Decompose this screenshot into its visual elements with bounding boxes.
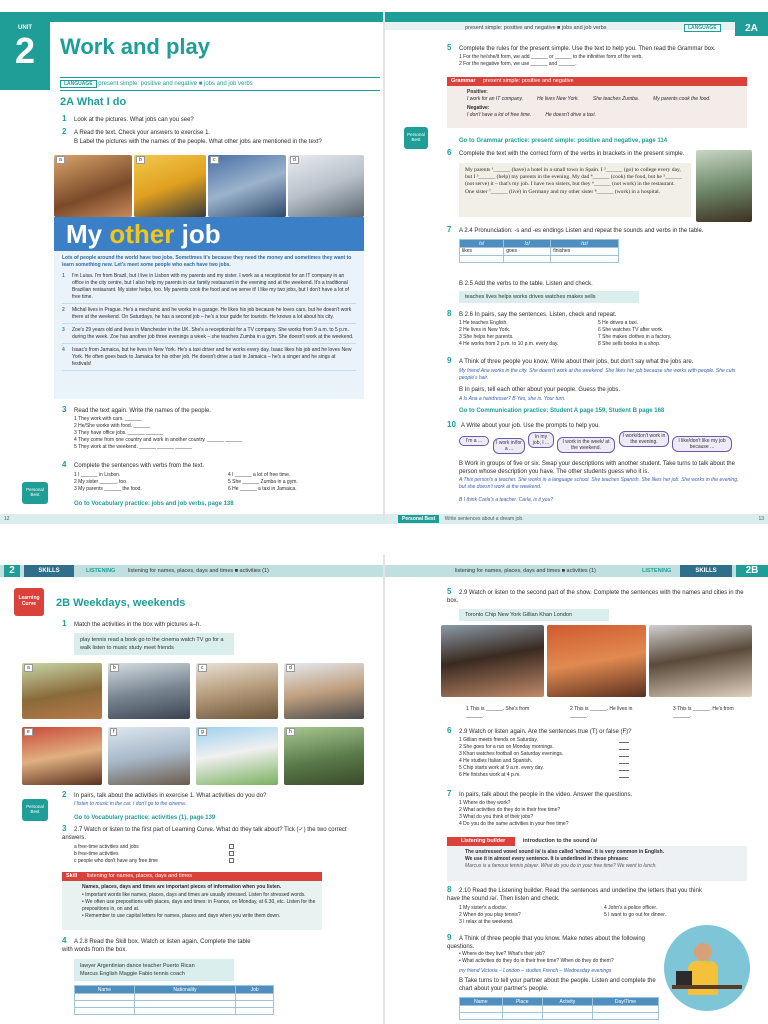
photo-label: f [110,728,117,736]
top-right-strip-text: present simple: positive and negative ■ jobs and job verbs [465,25,607,31]
b1: 1 Match the activities in the box with pictures a–h. [62,619,202,628]
b7-text: In pairs, talk about the people in the video. Answer the questions. [459,792,633,798]
grammar-example: I work for an IT company. [467,96,524,102]
q7-sound-table [459,239,619,263]
language-subtitle-row [60,77,380,91]
q8-item: 8 She sells books in a shop. [598,341,661,347]
page-gutter [383,12,385,522]
lb-example: Marcus is a famous tennis player. What do you do in your free time? We went to lunch. [465,863,657,869]
q5-item: 2 For the negative form, we use ______ and ______. [459,61,577,67]
q9-text: A Think of three people you know. Write about their jobs, but don't say what the jobs are. [459,359,694,365]
p2-gutter [383,555,385,1024]
q9b-example: A Is Ana a hairdresser? B Yes, she is. Your turn. [459,396,566,402]
top-right-language-tag: LANGUAGE [684,24,721,32]
grammar-example: I don't have a lot of free time. [467,112,532,118]
q8-right-items [598,320,748,348]
b6-item: 5 Chip starts work at 9 a.m. every day. [459,765,629,772]
skill-header [62,872,322,881]
q5-item: 1 For the he/she/it form, we add ______ or ______ to the infinitive form of the verb. [459,54,643,60]
grammar-example: My parents cook the food. [653,96,711,102]
language-subtitle: present simple: positive and negative ■ jobs and job verbs [98,81,253,87]
banner-word-my: My [66,219,103,249]
q3-item: 1 They work with cars. ______ [74,416,142,422]
article-paragraph [62,327,356,344]
grammar-example: He doesn't drive a taxi. [545,112,597,118]
b7-item: 4 Do you do the same activities in your free time? [459,821,569,827]
activity-photo-g [196,727,278,785]
b5-caption-1: 1 This is ______. She's from ______. [466,706,530,719]
article-intro: Lots of people around the world have two jobs. Sometimes it's because they need the money and sometimes they want to learn something new. Let's meet some people who each have two jobs. [62,255,352,268]
article-box [54,217,364,399]
tick-box[interactable] [229,851,234,856]
q9-example: My friend Ana works in the city. She doesn't work at the weekend. She likes her job because she works with people. She cuts people's hair. [459,368,736,381]
photo-woman-q6 [696,150,752,222]
unit-title: Work and play [60,34,210,59]
p2-unit-number: 2 [4,565,20,577]
p2-code: 2B [736,565,768,577]
article-paragraph [62,307,356,324]
paragraph-number: 2 [62,307,65,313]
p2-header-right-text: listening for names, places, days and times ■ activities (1) [455,568,596,574]
learning-curve-label: Learning Curve [18,595,40,607]
table-header: /z/ [504,240,551,248]
b3-items [74,844,234,865]
prompt-bubble: I work in the week/ at the weekend. [557,437,615,453]
b6-item: 4 He studies Italian and Spanish. [459,758,629,765]
b2-example: I listen to music in the car. I don't go to the cinema. [74,801,187,807]
b9-bullet: • What activities do they do in their free time? When do they do them? [459,958,614,964]
b5-word-box: Toronto Chip New York Gillian Khan London [459,609,609,621]
personal-best-icon-left [22,482,48,504]
q3-item: 2 He/She works with food. ______ [74,423,151,429]
b8-text: 2.10 Read the Listening builder. Read the sentences and underline the letters that you think have the sound /ə/. Then listen and check. [447,888,702,902]
personal-best-label: Personal Best [407,132,425,142]
activity-photo-a [22,663,102,719]
table-cell: finishes [551,248,619,256]
q7-text: A 2.4 Pronunciation: -s and -es endings Listen and repeat the sounds and verbs in the table. [459,228,704,234]
b3: 3 2.7 Watch or listen to the first part of Learning Curve. What do they talk about? Tick (✓) the two correct answers. [62,824,347,841]
p2-listening-tag-right: LISTENING [642,568,672,574]
photo-label: e [24,728,33,736]
q8-text: B 2.6 In pairs, say the sentences. Listen, check and repeat. [459,312,617,318]
q8: 8 B 2.6 In pairs, say the sentences. Listen, check and repeat. [447,309,617,318]
illustration-woman-at-desk [664,925,750,1011]
bottom-spread [0,555,768,1024]
unit-badge [0,22,50,90]
b7-items [459,800,659,828]
b4: 4 A 2.8 Read the Skill box. Watch or listen again. Complete the table with words from the box. [62,936,251,953]
q10b-example: A This person's a teacher. She works in a language school. She teaches Spanish. She likes her job. She works in the evening, but she doesn't work at the weekend. [459,477,739,490]
footer-personal-best-tag: Personal Best [398,515,439,523]
photo-label: c [210,156,219,164]
q6: 6 Complete the text with the correct form of the verbs in brackets in the present simple. [447,148,685,157]
vocab-practice-link[interactable]: Go to Vocabulary practice: jobs and job verbs, page 138 [74,501,234,507]
b8-left-items [459,905,599,926]
q4-text: Complete the sentences with verbs from the text. [74,463,205,469]
q4-right-items [228,472,378,493]
q7: 7 A 2.4 Pronunciation: -s and -es endings Listen and repeat the sounds and verbs in the table. [447,225,704,234]
table-header: /s/ [460,240,504,248]
paragraph-text: Zoe's 29 years old and lives in Manchester in the UK. She's a receptionist for a TV company. She works from 9 a.m. to 5 p.m. during the week. Zoe has another job three evenings a week – she teaches Zumba in a gym. She doesn't work at the weekend. [72,327,354,340]
b6-item: 6 He finishes work at 4 p.m. [459,772,629,779]
b9-bullets [459,951,674,965]
b9: 9 A Think of three people that you know. Make notes about the following questions. [447,933,646,950]
grammar-tag: Grammar [451,78,476,84]
footer-right-text: Write sentences about a dream job. [444,516,524,522]
q9: 9 A Think of three people you know. Write about their jobs, but don't say what the jobs are. [447,356,694,365]
b7-item: 2 What activities do they do in their free time? [459,807,561,813]
footer-left [0,514,384,524]
skill-bullet: • Remember to use capital letters for names, places and days when you write them down. [82,913,281,919]
activity-photo-h [284,727,364,785]
b5-text: 2.9 Watch or listen to the second part of the show. Complete the sentences with the names and cities in the box. [447,590,744,604]
b7-item: 3 What do you think of their jobs? [459,814,534,820]
q10: 10 A Write about your job. Use the prompts to help you. [447,420,600,429]
activity-photo-c [196,663,278,719]
p2-skills-tag: SKILLS [24,565,74,577]
grammar-header [447,77,747,86]
table-header: Name [460,998,503,1006]
answer-blank[interactable] [619,744,629,750]
listening-builder-title: introduction to the sound /ə/ [522,838,598,844]
paragraph-number: 4 [62,347,65,353]
q2a-text: A Read the text. Check your answers to exercise 1. [74,130,211,136]
q8-item: 4 He works from 2 p.m. to 10 p.m. every day. [459,341,559,347]
lb-text-2: We use it in almost every sentence. It is underlined in these phrases: [465,856,629,862]
q1: 1 Look at the pictures. What jobs can you see? [62,114,194,123]
table-header: Job [236,986,274,994]
b9-table [459,997,659,1020]
listening-builder-header [447,837,747,846]
personal-best-icon-right [404,127,428,149]
section-2a-title: 2A What I do [60,96,127,108]
q8-item: 3 She helps her parents. [459,334,514,340]
skill-bullets [62,892,322,920]
q4-item: 4 I ______ a lot of free time. [228,472,291,478]
activity-photo-f [108,727,190,785]
b4-words-line-1: lawyer Argentinian dance teacher Puerto Rican [80,963,195,969]
photo-label: c [198,664,207,672]
paragraph-number: 1 [62,273,65,279]
photo-b [134,155,206,217]
activity-photo-e [22,727,102,785]
photo-label: b [110,664,119,672]
photo-a [54,155,132,217]
b3-text: 2.7 Watch or listen to the first part of Learning Curve. What do they talk about? Tick (✓) the two correct answers. [62,827,347,841]
skill-intro: Names, places, days and times are important pieces of information when you listen. [82,884,282,890]
skill-bullet: • We often use prepositions with places, days and times: in France, on Monday, at 6.30, etc. Listen for the prepositions in, on and at. [82,899,316,912]
b8-item: 3 I relax at the weekend. [459,919,514,925]
b8: 8 2.10 Read the Listening builder. Read the sentences and underline the letters that you think have the sound /ə/. Then listen and check. [447,885,702,902]
table-header: Day/Time [592,998,658,1006]
grammar-example: She teaches Zumba. [592,96,640,102]
b1-text: Match the activities in the box with pictures a–h. [74,622,202,628]
activity-photo-d [284,663,364,719]
prompt-bubble: I work/don't work in the evening. [619,431,669,447]
q4-item: 5 She ______ Zumba in a gym. [228,479,298,485]
prompt-bubble: In my job, I ... [528,432,554,448]
b8-item: 5 I want to go out for dinner. [604,912,666,918]
q4: 4 Complete the sentences with verbs from the text. [62,460,205,469]
table-header: Place [502,998,542,1006]
b8-right-items [604,905,744,919]
b2-text: In pairs, talk about the activities in exercise 1. What activities do you do? [74,793,267,799]
b9-bullet: • Where do they live? What's their job? [459,951,545,957]
b4-text: A 2.8 Read the Skill box. Watch or listen again. Complete the table with words from the box. [62,939,251,953]
b6-items [459,737,629,779]
banner-word-other: other [109,219,175,249]
b5: 5 2.9 Watch or listen to the second part of the show. Complete the sentences with the names and cities in the box. [447,587,744,604]
b7: 7 In pairs, talk about the people in the video. Answer the questions. [447,789,633,798]
paragraph-text: Isaac's from Jamaica, but he lives in New York. He's a taxi driver and he works every day. Isaac likes his job and he loves New York. He often goes back to Jamaica for his other job. He doesn't drive a taxi in Jamaica – he's a singer and he sings at festivals! [72,347,352,367]
table-header: Name [75,986,135,994]
q8-item: 6 She watches TV after work. [598,327,664,333]
b8-item: 2 When do you play tennis? [459,912,521,918]
b8-item: 4 John's a police officer. [604,905,658,911]
b2: 2 In pairs, talk about the activities in exercise 1. What activities do you do? [62,790,267,799]
footer-right [384,514,768,524]
q3-item: 4 They come from one country and work in another country. ______ ______ [74,437,242,443]
q4-left-items [74,472,214,493]
table-header: Activity [542,998,592,1006]
grammar-positive-label: Positive: [467,89,488,95]
q5-text: Complete the rules for the present simple. Use the text to help you. Then read the Grammar box. [459,46,716,52]
b3-option: a free-time activities and jobs [74,844,234,851]
lb-text-1: The unstressed vowel sound /ə/ is also called 'schwa'. It is very common in English. [465,849,665,855]
paragraph-number: 3 [62,327,65,333]
table-header: /ɪz/ [551,240,619,248]
photo-d [288,155,364,217]
q4-item: 6 He ______ a taxi in Jamaica. [228,486,297,492]
listening-builder-box [447,837,747,881]
prompt-bubble: I work in/for a ... [493,438,525,454]
learning-curve-logo [14,588,44,616]
q4-item: 2 My sister ______, too. [74,479,128,485]
q8-item: 5 He drives a taxi. [598,320,639,326]
q8-item: 2 He lives in New York. [459,327,511,333]
p2-listening-tag: LISTENING [86,568,116,574]
table-cell: goes [504,248,551,256]
video-photo-2 [547,625,646,697]
q10b: B Work in groups of five or six. Swap your descriptions with another student. Take turns to talk about the person whose description you have. The other students guess who it is. [459,461,735,475]
b6-text: 2.9 Watch or listen again. Are the sentences true (T) or false (F)? [459,729,632,735]
b9-text: A Think of three people that you know. Make notes about the following questions. [447,936,646,950]
prompt-bubble: I like/don't like my job because ... [672,436,732,452]
p2-header-text: listening for names, places, days and times ■ activities (1) [128,568,269,574]
unit-number: 2 [14,30,36,71]
section-2b-title: 2B Weekdays, weekends [56,597,186,609]
tick-box[interactable] [229,858,234,863]
q3-text: Read the text again. Write the names of the people. [74,408,211,414]
q7b: B 2.5 Add the verbs to the table. Listen and check. [459,281,593,287]
answer-blank[interactable] [619,772,629,778]
b6-item: 2 She goes for a run on Monday mornings. [459,744,629,751]
q8-left-items [459,320,599,348]
q2b-text: B Label the pictures with the names of the people. What other jobs are mentioned in the text? [74,139,322,145]
answer-blank[interactable] [619,765,629,771]
photo-c [208,155,286,217]
q4-item: 3 My parents ______ the food. [74,486,142,492]
unit-label: UNIT [18,25,32,31]
q10-text: A Write about your job. Use the prompts to help you. [461,423,600,429]
q10b-example-2: B I think Carla's a teacher. Carla, is it you? [459,497,554,503]
banner-word-job: job [181,219,221,249]
b6-item: 1 Gillian meets friends on Saturday. [459,737,629,744]
b5-caption-3: 3 This is ______. He's from ______. [673,706,734,719]
table-header: Nationality [134,986,235,994]
article-paragraph [62,273,356,304]
photo-label: d [286,664,295,672]
listening-builder-tag: Listening builder [447,837,515,846]
table-cell: likes [460,248,504,256]
paragraph-text: Michal lives in Prague. He's a mechanic and he works in a garage. He likes his job because he loves cars, but he doesn't work there at the weekend. On Saturdays, he has a second job – he's a tour guide for tourists. He knows a lot about his city. [72,307,352,320]
b7-item: 1 Where do they work? [459,800,511,806]
b8-item: 1 My sister's a doctor. [459,905,508,911]
page-number-left: 12 [4,516,10,522]
q6-text: Complete the text with the correct form of the verbs in brackets in the present simple. [459,151,685,157]
photo-label: g [198,728,207,736]
activity-photo-b [108,663,190,719]
grammar-practice-link[interactable]: Go to Grammar practice: present simple: positive and negative, page 114 [459,138,668,144]
video-photo-1 [441,625,544,697]
q8-item: 1 He teaches English. [459,320,508,326]
page-number-right: 13 [758,516,764,522]
prompt-bubble: I'm a ... [459,436,489,446]
b4-table [74,985,274,1015]
top-right-code: 2A [735,22,768,36]
q6-text-box [459,163,691,217]
b5-caption-2: 2 This is ______. He lives in ______. [570,706,633,719]
q4-item: 1 I ______ in Lisbon. [74,472,121,478]
language-tag: LANGUAGE [60,80,97,88]
q3-item: 3 They have office jobs. ______ ______ [74,430,163,436]
personal-best-icon-b [22,799,48,821]
q7b-word-box: teaches lives helps works drives watches makes sells [459,291,639,303]
q5: 5 Complete the rules for the present simple. Use the text to help you. Then read the Grammar box. [447,43,716,52]
b3-option: c people who don't have any free time [74,858,234,865]
comm-practice-link[interactable]: Go to Communication practice: Student A page 159, Student B page 168 [459,408,665,414]
paragraph-text: I'm Luisa. I'm from Brazil, but I live in Lisbon with my parents and my sister. I work as a receptionist for an IT company in an office in the city centre, but I also help my parents in our family restaurant in the evening and at the weekend. It's a traditional Brazilian restaurant. My sister helps, too. My parents cook the food and we serve it! I like my two jobs, but I don't have a lot of free time. [72,273,349,300]
q3-item: 5 They work at the weekend. ______ ______ ______ [74,444,193,450]
article-banner [54,217,364,251]
personal-best-label: Personal Best [26,804,44,814]
photo-label: a [56,156,65,164]
article-paragraphs [54,273,364,371]
q5-items [459,54,759,68]
q3-items [74,416,374,451]
grammar-negative-label: Negative: [467,105,490,111]
skill-tag: Skill [66,873,78,879]
grammar-box [447,77,747,128]
grammar-title: present simple: positive and negative [483,78,574,84]
q2a: 2 A Read the text. Check your answers to exercise 1. [62,127,211,136]
grammar-positive-examples [447,96,747,103]
q8-item: 7 She makes clothes in a factory. [598,334,672,340]
b3-option: b free-time activities [74,851,234,858]
tick-box[interactable] [229,844,234,849]
skill-box [62,872,322,930]
grammar-example: He lives New York. [537,96,579,102]
answer-blank[interactable] [619,758,629,764]
b1-word-box: play tennis read a book go to the cinema watch TV go for a walk listen to music study meet friends [74,633,234,655]
b4-words-line-2: Marcus English Maggie Fabio tennis coach [80,971,185,977]
skill-title: listening for names, places, days and times [86,873,193,879]
b4-word-box [74,959,234,981]
b6: 6 2.9 Watch or listen again. Are the sentences true (T) or false (F)? [447,726,632,735]
photo-label: d [290,156,299,164]
p2-skills-tag-right: SKILLS [680,565,732,577]
b9-example: my friend Victoria – London – studies French – Wednesday evenings [459,968,612,974]
b6-item: 3 Khan watches football on Saturday evenings. [459,751,629,758]
q2b [74,138,394,146]
grammar-negative-examples [447,112,747,119]
video-photo-3 [649,625,752,697]
photo-label: b [136,156,145,164]
answer-blank[interactable] [619,751,629,757]
q1-text: Look at the pictures. What jobs can you see? [74,117,194,123]
q3: 3 Read the text again. Write the names of the people. [62,405,211,414]
photo-label: a [24,664,33,672]
article-paragraph [62,347,356,371]
b-vocab-practice-link[interactable]: Go to Vocabulary practice: activities (1), page 139 [74,815,216,821]
q6-box-text: My parents ¹______ (have) a hotel in a small town in Spain. I ²______ (go) to college every day, but I ³______ (help) my parents in the evening. My dad ⁴______ (cook) the food, but he ⁵______ (not serve) it – that's my job. I have two sisters, but they ⁶______ (not work) in the restaurant. One sister ⁷______ (live) in Germany and my other sister ⁸______ (work) in a hospital. [465,167,683,195]
skill-bullet: • Important words like names, places, days and times are usually stressed. Listen for stressed words. [82,892,306,898]
photo-label: h [286,728,295,736]
b9b: B Take turns to tell your partner about the people. Listen and complete the chart about your partner's people. [459,978,656,992]
q9b: B In pairs, tell each other about your people. Guess the jobs. [459,387,621,393]
personal-best-label: Personal Best [26,487,44,497]
answer-blank[interactable] [619,737,629,743]
